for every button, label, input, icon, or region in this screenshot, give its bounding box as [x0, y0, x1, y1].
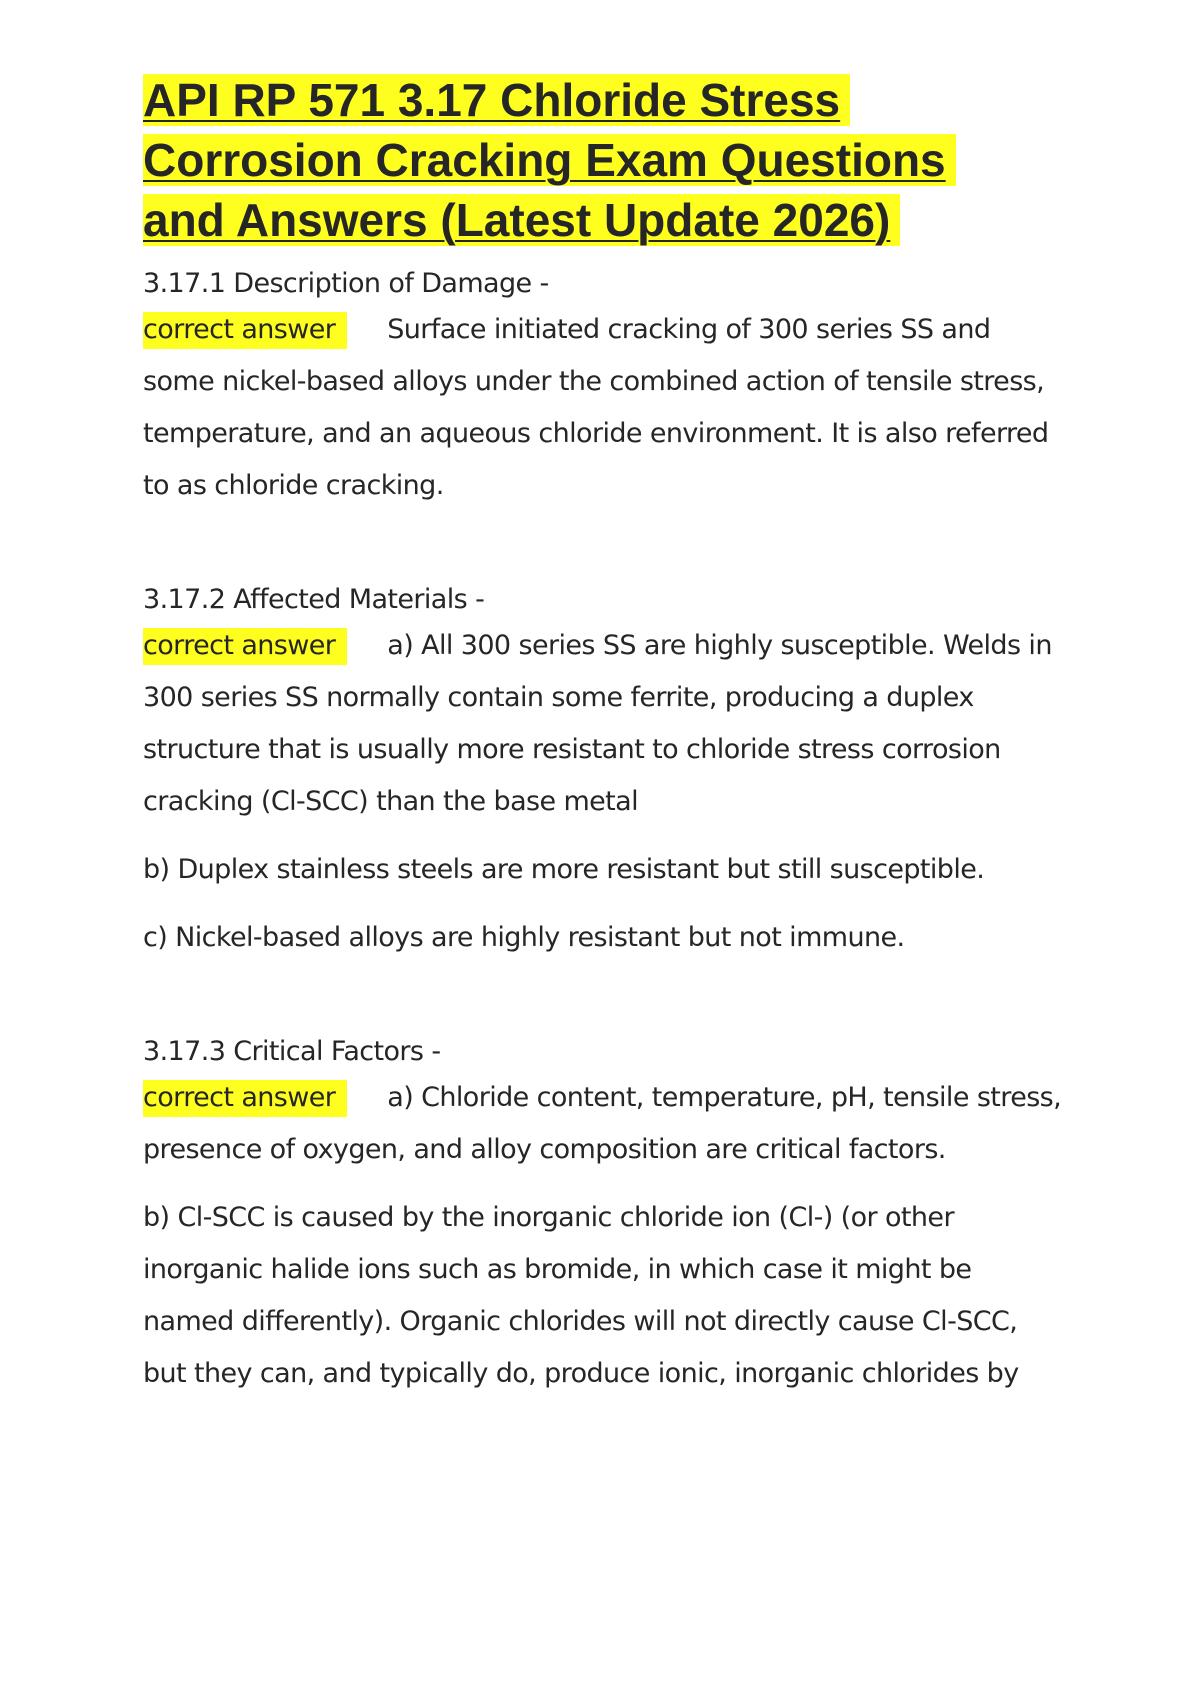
section-description-of-damage	[143, 264, 1063, 512]
title-line-3: and Answers (Latest Update 2026)	[143, 194, 900, 246]
section-heading: 3.17.2 Affected Materials -	[143, 584, 485, 615]
answer-text: Surface initiated cracking of 300 series SS and some nickel-based alloys under the combined action of tensile stress, temperature, and an aqueous chloride environment. It is also referred to as chloride cracking.	[143, 314, 1049, 501]
section-critical-factors	[143, 1032, 1063, 1400]
answer-paragraph	[143, 304, 1063, 512]
section-heading: 3.17.1 Description of Damage -	[143, 268, 549, 299]
answer-paragraph	[143, 1072, 1063, 1176]
document-title	[143, 70, 1063, 250]
correct-answer-badge: correct answer	[143, 628, 347, 665]
correct-answer-badge: correct answer	[143, 312, 347, 349]
answer-paragraph	[143, 620, 1063, 828]
document-page	[143, 70, 1063, 1400]
section-affected-materials	[143, 580, 1063, 964]
correct-answer-badge: correct answer	[143, 1080, 347, 1117]
section-heading: 3.17.3 Critical Factors -	[143, 1036, 441, 1067]
answer-paragraph: b) Duplex stainless steels are more resistant but still susceptible.	[143, 854, 985, 885]
answer-paragraph: b) Cl-SCC is caused by the inorganic chloride ion (Cl-) (or other inorganic halide ions such as bromide, in which case it might be named differently). Organic chlorides will not directly cause Cl-SCC, but they can, and typically do, produce ionic, inorganic chlorides by	[143, 1202, 1019, 1389]
answer-paragraph: c) Nickel-based alloys are highly resistant but not immune.	[143, 922, 905, 953]
title-line-2: Corrosion Cracking Exam Questions	[143, 134, 956, 186]
title-line-1: API RP 571 3.17 Chloride Stress	[143, 74, 850, 126]
answer-text: a) Chloride content, temperature, pH, tensile stress, presence of oxygen, and alloy composition are critical factors.	[143, 1082, 1062, 1165]
answer-text: a) All 300 series SS are highly susceptible. Welds in 300 series SS normally contain some ferrite, producing a duplex structure that is usually more resistant to chloride stress corrosion cracking (Cl-SCC) than the base metal	[143, 630, 1052, 817]
